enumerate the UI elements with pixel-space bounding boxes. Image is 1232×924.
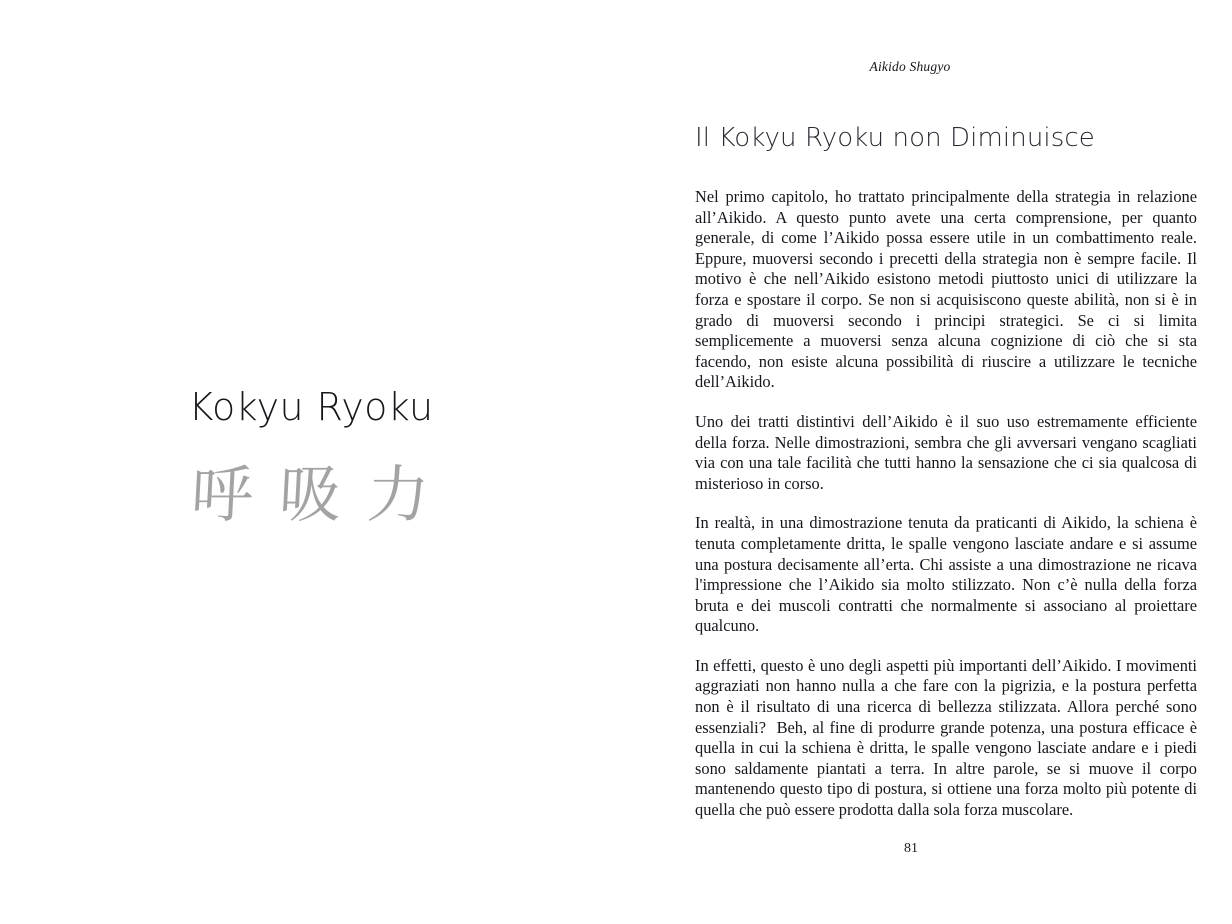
body-paragraph: Nel primo capitolo, ho trattato principalmente della strategia in relazione all’Aikido. A questo punto avete una certa comprensione, per quanto generale, di come l’Aikido possa essere utile in un combattimento reale. Eppure, muoversi secondo i precetti della strategia non è sempre facile. Il motivo è che nell’Aikido esistono metodi piuttosto unici di utilizzare la forza e spostare il corpo. Se non si acquisiscono queste abilità, non si è in grado di muoversi secondo i principi strategici. Se ci si limita semplicemente a muoversi senza alcuna cognizione di ciò che si sta facendo, non esiste alcuna possibilità di riuscire a utilizzare le tecniche dell’Aikido. (695, 187, 1202, 392)
chapter-title: Il Kokyu Ryoku non Diminuisce (695, 123, 1095, 153)
body-paragraph: In effetti, questo è uno degli aspetti più importanti dell’Aikido. I movimenti aggraziati non hanno nulla a che fare con la pigrizia, e la postura perfetta non è il risultato di una ricerca di bellezza stilizzata. Allora perché sono essenziali? Beh, al fine di produrre grande potenza, una postura efficace è quella in cui la schiena è dritta, le spalle vengono lasciate andare e i piedi sono saldamente piantati a terra. In altre parole, se si muove il corpo mantenendo questo tipo di postura, si ottiene una forza molto più potente di quella che può essere prodotta dalla sola forza muscolare. (695, 655, 1202, 820)
body-text-column (695, 187, 1202, 821)
running-head: Aikido Shugyo (869, 59, 951, 74)
body-paragraph: Uno dei tratti distintivi dell’Aikido è il suo uso estremamente efficiente della forza. Nelle dimostrazioni, sembra che gli avversari vengano scagliati via con una tale facilità che tutti hanno la sensazione che ci sia qualcosa di misterioso in corso. (695, 411, 1202, 493)
right-page (616, 0, 1232, 924)
body-paragraph: In realtà, in una dimostrazione tenuta da praticanti di Aikido, la schiena è tenuta completamente dritta, le spalle vengono lasciate andare e si assume una postura decisamente all’erta. Chi assiste a una dimostrazione ne ricava l'impressione che l’Aikido sia molto stilizzato. Non c’è nulla della forza bruta e dei muscoli contratti che normalmente si associano al proiettare qualcuno. (695, 513, 1202, 636)
part-title: Kokyu Ryoku (188, 385, 434, 429)
page-number: 81 (904, 841, 918, 856)
part-opener (0, 385, 616, 531)
part-title-kanji: 呼吸力 (189, 457, 458, 531)
